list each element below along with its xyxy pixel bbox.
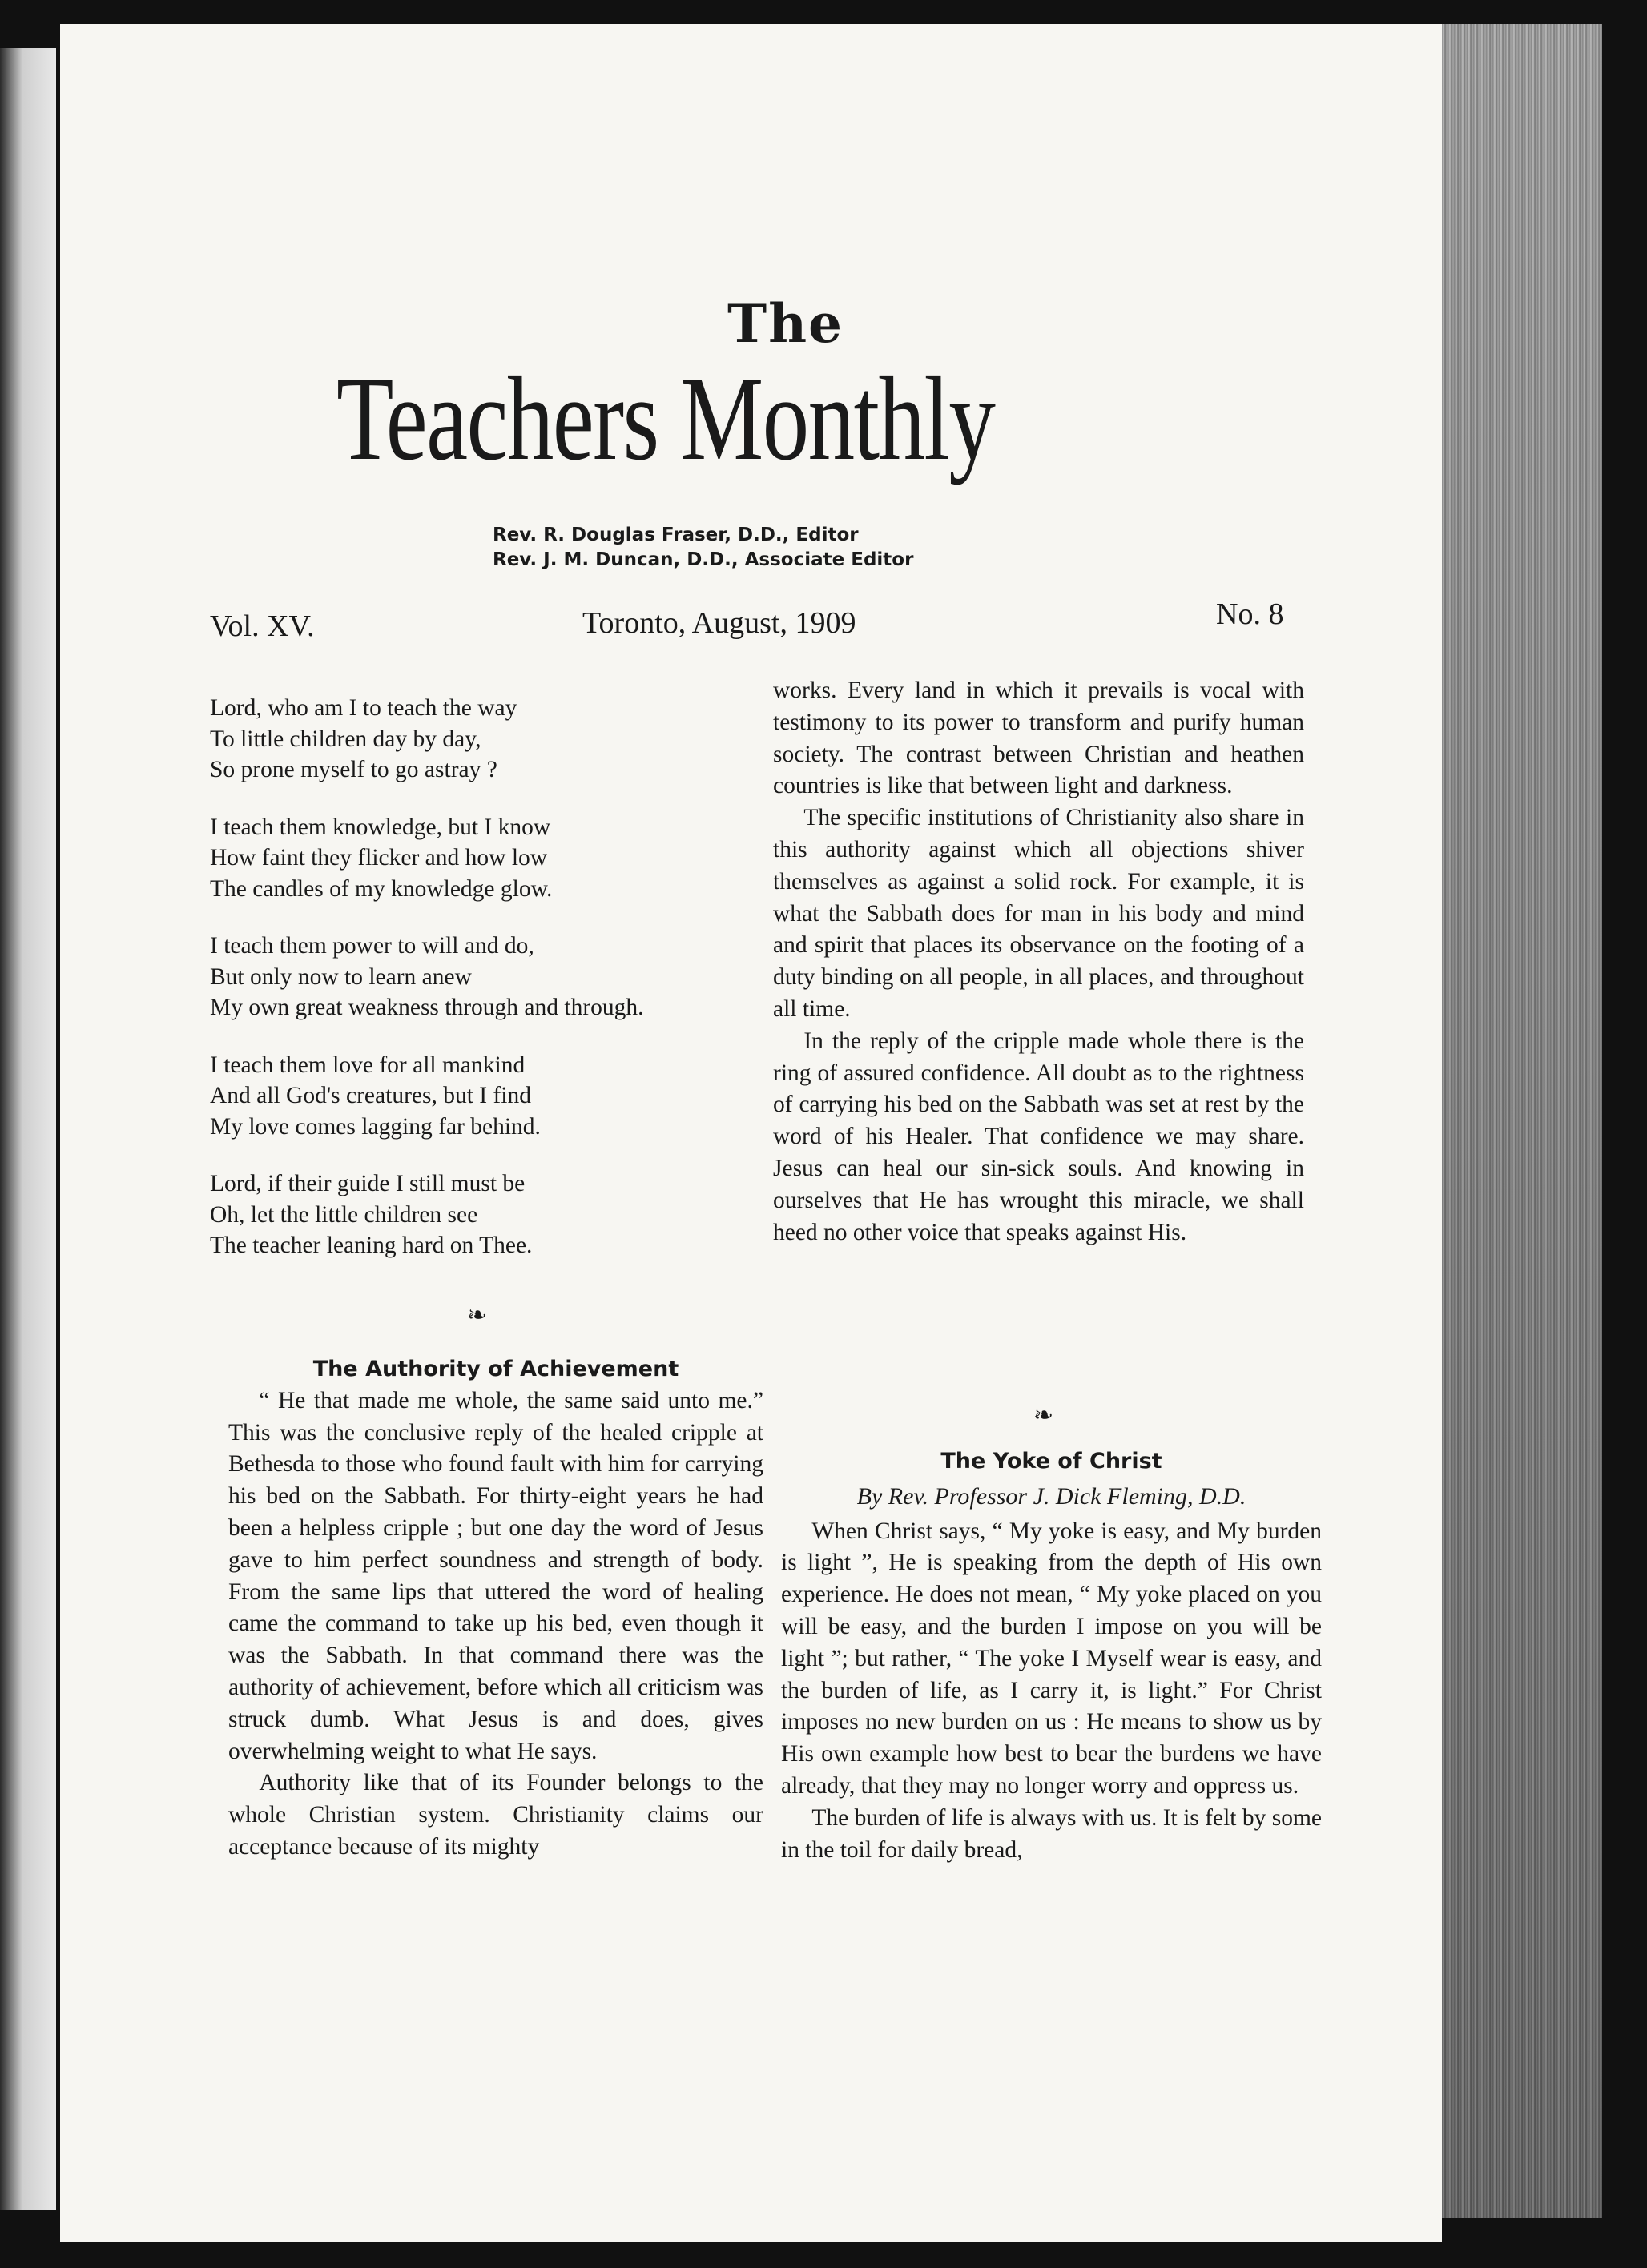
article-paragraph: In the reply of the cripple made whole there is the ring of assured confidence. All doubt as to the rightness of carrying his bed on the Sabbath was set at rest by the word of his Healer. That confidence we may share. Jesus can heal our sin-sick souls. And knowing in ourselves that He has wrought this miracle, we shall heed no other voice that speaks against His.	[773, 1027, 1304, 1245]
article-byline: By Rev. Professor J. Dick Fleming, D.D.	[856, 1482, 1246, 1510]
poem-line: My love comes lagging far behind.	[210, 1113, 541, 1140]
article-paragraph: When Christ says, “ My yoke is easy, and My burden is light ”, He is speaking from the depth of His own experience. He does not mean, “ My yoke placed on you will be easy, and the burden I impose on you will be light ”; but rather, “ The yoke I Myself wear is easy, and the burden of life, as I carry it, is light.” For Christ imposes no new burden on us : He means to show us by His own example how best to bear the burdens we have already, that they may no longer worry and oppress us.	[781, 1518, 1322, 1799]
poem-stanza	[210, 931, 755, 1023]
poem-line: I teach them love for all mankind	[210, 1052, 526, 1078]
poem-line: How faint they flicker and how low	[210, 845, 548, 871]
editors-block	[493, 523, 1069, 573]
poem-line: And all God's creatures, but I find	[210, 1083, 532, 1108]
section-ornament: ❧	[1033, 1402, 1054, 1429]
poem-line: I teach them knowledge, but I know	[210, 814, 551, 840]
article-paragraph: The specific institutions of Christianity also share in this authority against which all objections shiver themselves as against a solid rock. For example, it is what the Sabbath does for man in his body and mind and spirit that places its observance on the footing of a duty binding on all people, in all places, and throughout all time.	[773, 805, 1304, 1022]
article-paragraph: Authority like that of its Founder belongs to the whole Christian system. Christianity claims our acceptance because of its mighty	[228, 1770, 763, 1860]
poem-line: My own great weakness through and through.	[210, 995, 644, 1020]
poem-stanza	[210, 693, 755, 786]
issue-number: No. 8	[1216, 597, 1284, 631]
poem-line: Oh, let the little children see	[210, 1201, 478, 1228]
article-yoke	[781, 1446, 1322, 1866]
poem-line: I teach them power to will and do,	[210, 933, 534, 959]
poem-line: To little children day by day,	[210, 726, 481, 752]
poem-stanza	[210, 1168, 755, 1261]
article-paragraph: The burden of life is always with us. It is felt by some in the toil for daily bread,	[781, 1804, 1322, 1863]
masthead-title: Teachers Monthly	[336, 352, 995, 485]
article-paragraph: “ He that made me whole, the same said unto me.” This was the conclusive reply of the healed cripple at Bethesda to those who found fault with him for carrying his bed on the Sabbath. For thirty-eight years he had been a helpless cripple ; but one day the word of Jesus gave to him perfect soundness and strength of body. From the same lips that uttered the word of healing came the command to take up his bed, even though it was the Sabbath. In that command there was the authority of achievement, before which all criticism was struck dumb. What Jesus is and does, gives overwhelming weight to what He says.	[228, 1387, 763, 1764]
previous-page-edge	[0, 48, 56, 2210]
volume-label: Vol. XV.	[210, 609, 315, 643]
article-heading: The Authority of Achievement	[312, 1357, 679, 1381]
place-date: Toronto, August, 1909	[582, 606, 856, 640]
masthead-the: The	[727, 292, 844, 355]
poem-line: The candles of my knowledge glow.	[210, 875, 553, 902]
poem-line: Lord, who am I to teach the way	[210, 695, 517, 721]
poem-line: So prone myself to go astray ?	[210, 757, 497, 782]
article-paragraph: works. Every land in which it prevails is vocal with testimony to its power to transform and purify human society. The contrast between Christian and heathen countries is like that between light and darkness.	[773, 678, 1304, 799]
article-authority	[228, 1353, 763, 1864]
poem-line: But only now to learn anew	[210, 963, 472, 990]
poem-stanza	[210, 812, 755, 905]
section-ornament: ❧	[467, 1302, 488, 1329]
article-authority-continued	[773, 675, 1304, 1249]
editor-line: Rev. R. Douglas Fraser, D.D., Editor	[493, 525, 859, 545]
poem-line: The teacher leaning hard on Thee.	[210, 1233, 533, 1258]
poem-line: Lord, if their guide I still must be	[210, 1171, 526, 1196]
poem	[210, 693, 755, 1288]
poem-stanza	[210, 1050, 755, 1143]
article-heading: The Yoke of Christ	[940, 1449, 1162, 1474]
associate-editor-line: Rev. J. M. Duncan, D.D., Associate Editor	[493, 549, 914, 570]
